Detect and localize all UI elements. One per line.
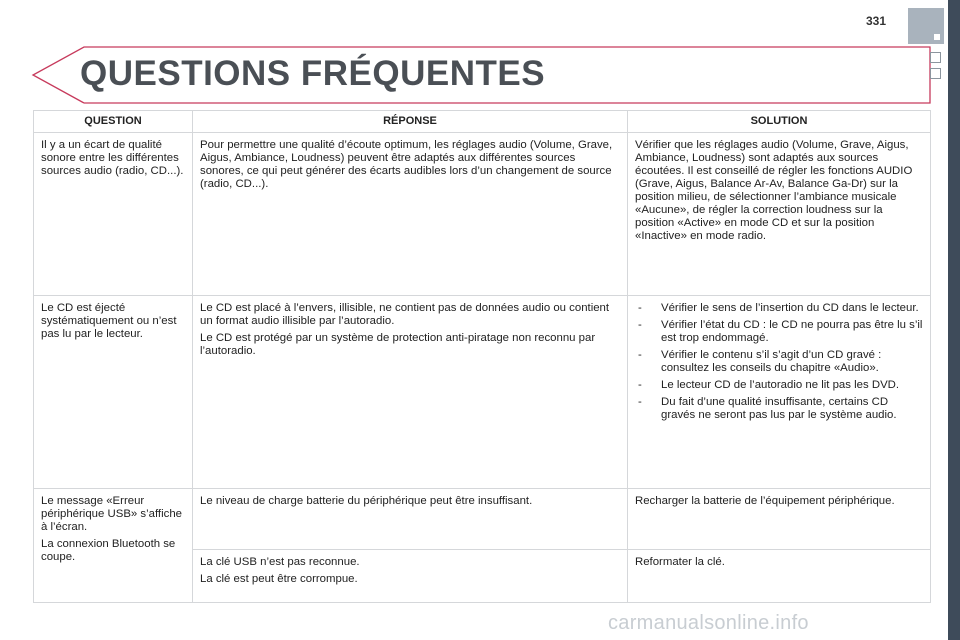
table-header-row <box>34 111 931 133</box>
header-reponse: RÉPONSE <box>193 111 628 133</box>
question-cell <box>34 296 193 489</box>
question-cell <box>34 489 193 603</box>
corner-tab <box>908 8 944 44</box>
question-text: Il y a un écart de qualité sonore entre les différentes sources audio (radio, CD...). <box>41 139 184 177</box>
side-box-1 <box>930 52 941 63</box>
table-row <box>34 133 931 296</box>
question-text: Le CD est éjecté systématiquement ou n’est pas lu par le lecteur. <box>41 302 177 340</box>
reponse-text: La clé USB n’est pas reconnue. <box>200 556 360 568</box>
side-rail <box>948 0 960 640</box>
reponse-text: Pour permettre une qualité d’écoute optimum, les réglages audio (Volume, Grave, Aigus, Ambiance, Loudness) peuvent être adaptés aux différentes sources sonores, ce qui peut générer des écarts audibles lors d’un changement de source (radio, CD...). <box>200 139 613 190</box>
solution-text: Recharger la batterie de l’équipement périphérique. <box>635 495 895 507</box>
table-row <box>34 296 931 489</box>
solution-list-item: - Vérifier le sens de l’insertion du CD dans le lecteur. <box>635 302 924 315</box>
solution-cell <box>628 133 931 296</box>
solution-list <box>635 302 924 422</box>
solution-text: Vérifier que les réglages audio (Volume, Grave, Aigus, Ambiance, Loudness) sont adaptés aux sources écoutées. Il est conseillé de régler les fonctions AUDIO (Grave, Aigus, Balance Ar-Av, Balance Ga-Dr) sur la position milieu, de sélectionner l’ambiance musicale «Aucune», de régler la correction loudness sur la position «Active» en mode CD et sur la position «Inactive» en mode radio. <box>635 139 913 242</box>
page-title: QUESTIONS FRÉQUENTES <box>80 54 546 93</box>
solution-cell <box>628 489 931 550</box>
faq-table <box>33 110 931 603</box>
side-box-2 <box>930 68 941 79</box>
solution-cell <box>628 550 931 603</box>
header-question: QUESTION <box>34 111 193 133</box>
reponse-cell <box>193 489 628 550</box>
table-row <box>34 489 931 550</box>
reponse-text: Le CD est protégé par un système de protection anti-piratage non reconnu par l’autoradio. <box>200 332 596 357</box>
header-solution: SOLUTION <box>628 111 931 133</box>
solution-list-item: - Vérifier le contenu s’il s’agit d’un CD gravé : consultez les conseils du chapitre «Audio». <box>635 349 924 375</box>
watermark: carmanualsonline.info <box>608 612 809 634</box>
corner-dot <box>934 34 940 40</box>
solution-list-item: - Du fait d’une qualité insuffisante, certains CD gravés ne seront pas lus par le système audio. <box>635 396 924 422</box>
reponse-text: Le CD est placé à l’envers, illisible, ne contient pas de données audio ou contient un format audio illisible par l’autoradio. <box>200 302 610 327</box>
question-text: Le message «Erreur périphérique USB» s’affiche à l’écran. <box>41 495 182 533</box>
reponse-cell <box>193 133 628 296</box>
solution-list-item: - Vérifier l’état du CD : le CD ne pourra pas être lu s’il est trop endommagé. <box>635 319 924 345</box>
reponse-text: La clé est peut être corrompue. <box>200 573 358 585</box>
reponse-cell <box>193 550 628 603</box>
solution-list-item: - Le lecteur CD de l’autoradio ne lit pas les DVD. <box>635 379 924 392</box>
reponse-cell <box>193 296 628 489</box>
reponse-text: Le niveau de charge batterie du périphérique peut être insuffisant. <box>200 495 533 507</box>
question-cell <box>34 133 193 296</box>
solution-cell <box>628 296 931 489</box>
solution-text: Reformater la clé. <box>635 556 725 568</box>
page-number: 331 <box>866 14 887 28</box>
question-text: La connexion Bluetooth se coupe. <box>41 538 176 563</box>
